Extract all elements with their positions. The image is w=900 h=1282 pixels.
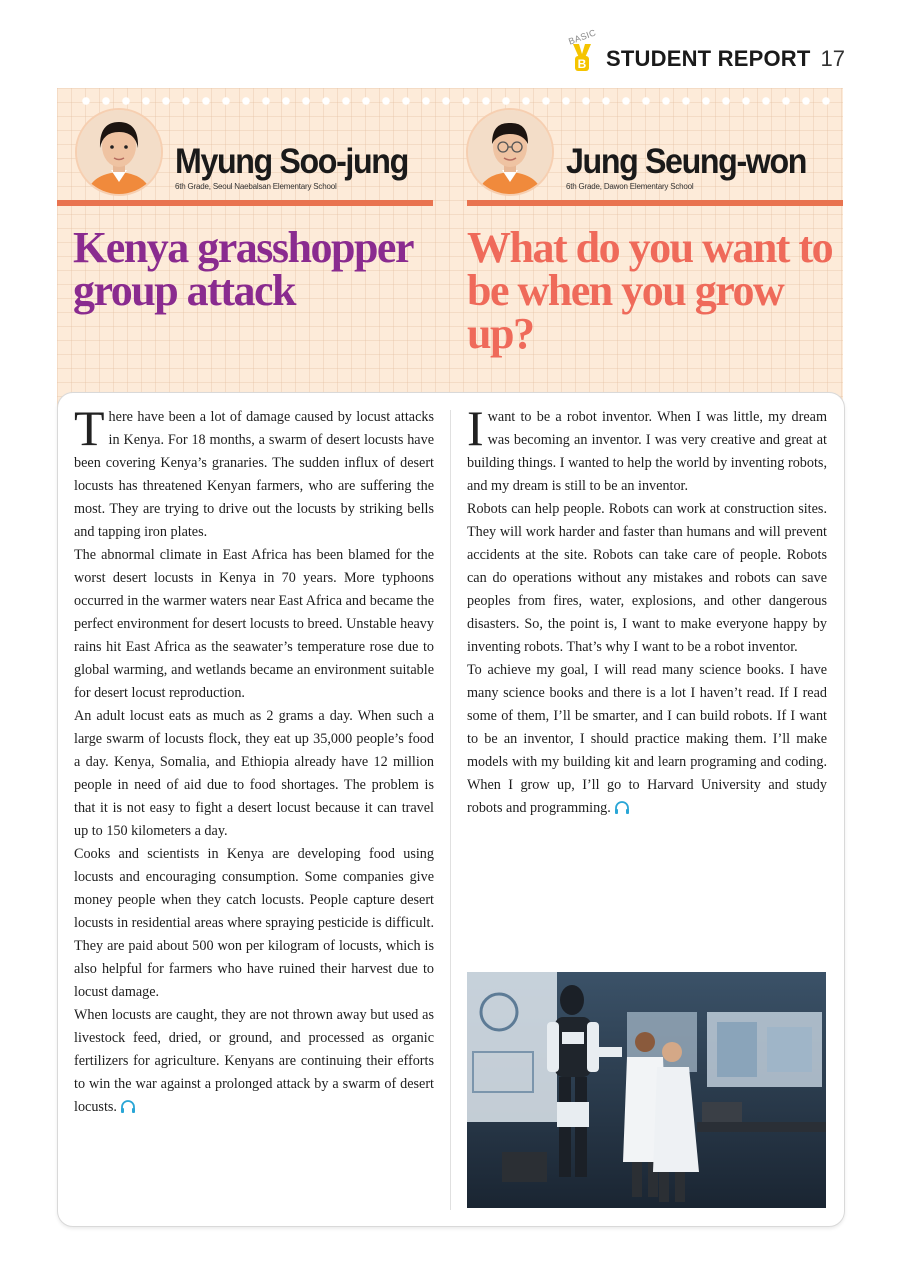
b-badge-icon	[570, 42, 594, 72]
author-rule-right	[467, 200, 843, 206]
avatar	[466, 108, 554, 196]
author-school: 6th Grade, Dawon Elementary School	[566, 182, 694, 191]
decorative-dots	[76, 96, 836, 106]
author-left	[75, 108, 435, 208]
headline-right: What do you want to be when you grow up?	[467, 223, 833, 358]
article-paragraph: The abnormal climate in East Africa has been blamed for the worst desert locusts in Kenya in 70 years. More typhoons occurred in the warmer waters near East Africa and became the perfect environment for desert locusts to breed. Unstable heavy rains hit East Africa as the seawater’s temperature rose due to global warming, and wetlands became an environment suitable for desert locust reproduction.	[74, 547, 434, 701]
column-divider	[450, 410, 451, 1210]
author-name: Jung Seung-won	[566, 142, 807, 181]
paragraph-text: To achieve my goal, I will read many science books. I have many science books and there is a lot I haven’t read. If I read some of them, I’ll be smarter, and I can build robots. If I want to be an inventor, I should practice making them. I’ll make models with my building kit and learn programing and coding. When I grow up, I’ll go to Harvard University and study robots and programming.	[467, 662, 827, 816]
article-paragraph	[467, 659, 827, 820]
page-header	[567, 27, 845, 80]
article-right	[467, 400, 827, 820]
article-paragraph: An adult locust eats as much as 2 grams a day. When such a large swarm of locusts flock, they eat up 35,000 people’s food a day. Kenya, Somalia, and Ethiopia already have 12 million people in need of aid due to food shortages. The problem is that it is not easy to fight a desert locust because it can travel up to 150 kilometers a day.	[74, 708, 434, 839]
article-paragraph: Cooks and scientists in Kenya are developing food using locusts and encouraging consumption. Some companies give money people when they catch locusts. People capture desert locusts in residential areas where spraying pesticide is difficult. They are paid about 500 won per kilogram of locusts, which is also helpful for farmers who have ruined their harvest due to locust damage.	[74, 846, 434, 1000]
drop-cap: T	[74, 400, 105, 456]
paragraph-text: want to be a robot inventor. When I was little, my dream was becoming an inventor. I was very creative and great at building things. I wanted to help the world by inventing robots, and my dream is still to be an inventor.	[467, 409, 827, 494]
article-left	[74, 400, 434, 1119]
article-paragraph	[74, 400, 434, 544]
author-right	[466, 108, 844, 208]
basic-logo-icon	[567, 27, 598, 78]
headphones-icon	[120, 1099, 136, 1113]
avatar	[75, 108, 163, 196]
article-paragraph	[467, 400, 827, 498]
robot-lab-photo	[467, 972, 826, 1208]
article-paragraph: Robots can help people. Robots can work at construction sites. They will work harder and faster than humans and will prevent accidents at the site. Robots can take care of people. Robots can do operations without any mistakes and robots can save peoples from fires, water, explosions, and other dangerous disasters. So, the point is, I want to make everyone happy by inventing robots. That’s why I want to be a robot inventor.	[467, 501, 827, 655]
headphones-icon	[614, 800, 630, 814]
page-number: 17	[820, 46, 845, 71]
author-rule-left	[57, 200, 433, 206]
article-paragraph	[74, 1004, 434, 1119]
paragraph-text: When locusts are caught, they are not thrown away but used as livestock feed, dried, or ground, and processed as organic fertilizers for agriculture. Kenyans are continuing their efforts to win the war against a prolonged attack by a swarm of desert locusts.	[74, 1007, 434, 1115]
author-school: 6th Grade, Seoul Naebalsan Elementary School	[175, 182, 337, 191]
drop-cap: I	[467, 400, 484, 456]
svg-text:B: B	[577, 57, 587, 71]
logo-text: BASIC	[567, 27, 598, 47]
paragraph-text: here have been a lot of damage caused by locust attacks in Kenya. For 18 months, a swarm of desert locusts have been covering Kenya’s granaries. The sudden influx of desert locusts has threatened Kenyan farmers, who are suffering the most. They are trying to drive out the locusts by striking bells and tapping iron plates.	[74, 409, 434, 540]
report-title: STUDENT REPORT	[606, 46, 811, 71]
headline-left: Kenya grasshopper group attack	[73, 223, 413, 315]
author-name: Myung Soo-jung	[175, 142, 408, 181]
